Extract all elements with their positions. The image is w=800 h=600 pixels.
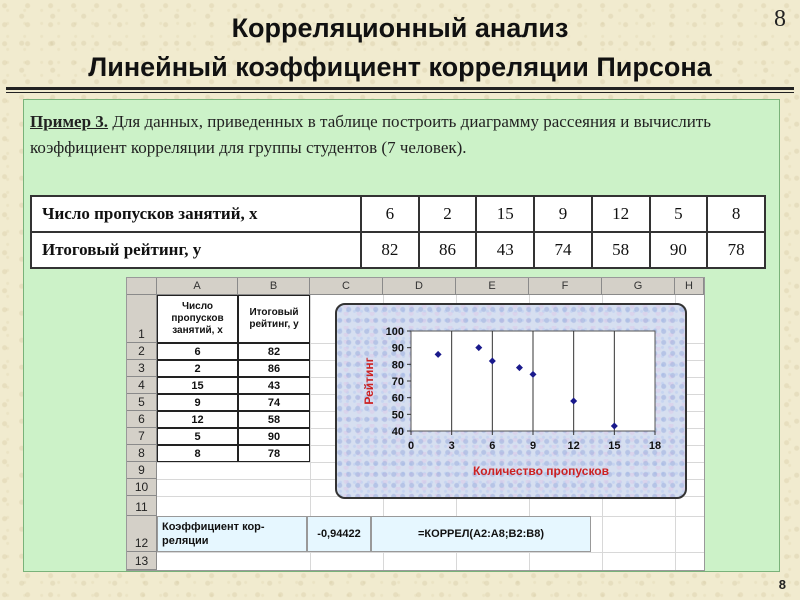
row-header[interactable]: 1 — [127, 295, 157, 343]
x-tick-label: 3 — [448, 440, 455, 452]
table-cell-x: 6 — [361, 196, 419, 232]
correlation-value-cell[interactable]: -0,94422 — [307, 516, 371, 552]
cell-a-value[interactable]: 12 — [157, 411, 238, 428]
x-tick-label: 18 — [648, 440, 662, 452]
table-cell-x: 5 — [650, 196, 708, 232]
y-tick-label: 100 — [385, 326, 404, 338]
table-cell-x: 12 — [592, 196, 650, 232]
row-header[interactable]: 2 — [127, 343, 157, 360]
cell-b-value[interactable]: 78 — [238, 445, 310, 462]
table-cell-y: 43 — [476, 232, 534, 268]
task-label: Пример 3. — [30, 112, 109, 131]
table-cell-x: 2 — [419, 196, 477, 232]
y-tick-label: 50 — [391, 409, 404, 422]
slide-title-line1: Корреляционный анализ — [231, 13, 569, 43]
cell-b-value[interactable]: 58 — [238, 411, 310, 428]
table-cell-y: 58 — [592, 232, 650, 268]
cell-a-value[interactable]: 6 — [157, 343, 238, 360]
grid-line — [157, 552, 704, 553]
table-cell-y: 90 — [650, 232, 708, 268]
row-header[interactable]: 5 — [127, 394, 157, 411]
cell-b-value[interactable]: 86 — [238, 360, 310, 377]
title-rule-thin — [6, 92, 794, 93]
table-cell-y: 86 — [419, 232, 477, 268]
grid-line — [157, 570, 704, 571]
column-header[interactable]: B — [238, 278, 310, 295]
column-header[interactable]: A — [157, 278, 238, 295]
page-number-top: 8 — [774, 6, 786, 32]
row-header[interactable]: 10 — [127, 479, 157, 496]
column-header[interactable]: G — [602, 278, 675, 295]
y-tick-label: 90 — [391, 342, 404, 355]
x-tick-label: 15 — [608, 440, 621, 452]
table-header-y: Итоговый рейтинг, y — [31, 232, 361, 268]
table-cell-y: 82 — [361, 232, 419, 268]
row-header[interactable]: 13 — [127, 552, 157, 570]
task-body: Для данных, приведенных в таблице построить диаграмму рассеяния и вычислить коэффициент корреляции для группы студентов (7 человек). — [30, 112, 711, 157]
data-table — [30, 195, 766, 269]
row-header[interactable]: 7 — [127, 428, 157, 445]
row-header[interactable]: 11 — [127, 496, 157, 516]
slide-title-line2: Линейный коэффициент корреляции Пирсона — [88, 52, 712, 82]
cell-a-value[interactable]: 8 — [157, 445, 238, 462]
x-tick-label: 6 — [489, 440, 496, 452]
row-header[interactable]: 6 — [127, 411, 157, 428]
column-header[interactable]: C — [310, 278, 383, 295]
correlation-label-cell[interactable]: Коэффициент кор-реляции — [157, 516, 307, 552]
row-header[interactable]: 12 — [127, 516, 157, 552]
row-header[interactable]: 8 — [127, 445, 157, 462]
table-cell-y: 74 — [534, 232, 592, 268]
cell-b1-header[interactable] — [238, 295, 310, 343]
row-header[interactable]: 4 — [127, 377, 157, 394]
table-header-x: Число пропусков занятий, x — [31, 196, 361, 232]
cell-a-value[interactable]: 5 — [157, 428, 238, 445]
table-cell-y: 78 — [707, 232, 765, 268]
row-header[interactable]: 9 — [127, 462, 157, 479]
x-tick-label: 9 — [529, 440, 537, 452]
column-header[interactable]: F — [529, 278, 602, 295]
cell-b-value[interactable]: 90 — [238, 428, 310, 445]
scatter-chart[interactable] — [335, 303, 687, 499]
cell-a-value[interactable]: 2 — [157, 360, 238, 377]
y-tick-label: 60 — [391, 392, 404, 405]
cell-b-value[interactable]: 74 — [238, 394, 310, 411]
x-tick-label: 0 — [407, 440, 415, 452]
spreadsheet — [126, 277, 705, 571]
cell-b-value[interactable]: 43 — [238, 377, 310, 394]
cell-b-value[interactable]: 82 — [238, 343, 310, 360]
title-rule-thick — [6, 87, 794, 90]
task-text — [30, 109, 750, 161]
y-axis-title: Рейтинг — [362, 357, 376, 405]
cell-a-value[interactable]: 9 — [157, 394, 238, 411]
y-tick-label: 80 — [391, 359, 404, 372]
row-header[interactable]: 3 — [127, 360, 157, 377]
table-row-x — [31, 196, 765, 232]
table-cell-x: 9 — [534, 196, 592, 232]
column-header[interactable]: D — [383, 278, 456, 295]
x-axis-title: Количество пропусков — [472, 464, 610, 478]
header-b-text: Итоговый рейтинг, y — [249, 307, 299, 330]
x-tick-label: 12 — [567, 440, 580, 452]
y-tick-label: 40 — [391, 426, 404, 438]
y-tick-label: 70 — [391, 376, 404, 388]
scatter-chart-svg — [337, 305, 685, 497]
correlation-formula-cell[interactable]: =КОРРЕЛ(A2:A8;B2:B8) — [371, 516, 591, 552]
table-cell-x: 8 — [707, 196, 765, 232]
column-header[interactable]: E — [456, 278, 529, 295]
cell-a-value[interactable]: 15 — [157, 377, 238, 394]
cell-a1-header[interactable] — [157, 295, 238, 343]
table-row-y — [31, 232, 765, 268]
corner-select-all[interactable] — [127, 278, 157, 295]
header-a-text: Число пропусков занятий, x — [171, 301, 224, 336]
column-header[interactable]: H — [675, 278, 704, 295]
table-cell-x: 15 — [476, 196, 534, 232]
page-number-bottom: 8 — [778, 577, 786, 592]
